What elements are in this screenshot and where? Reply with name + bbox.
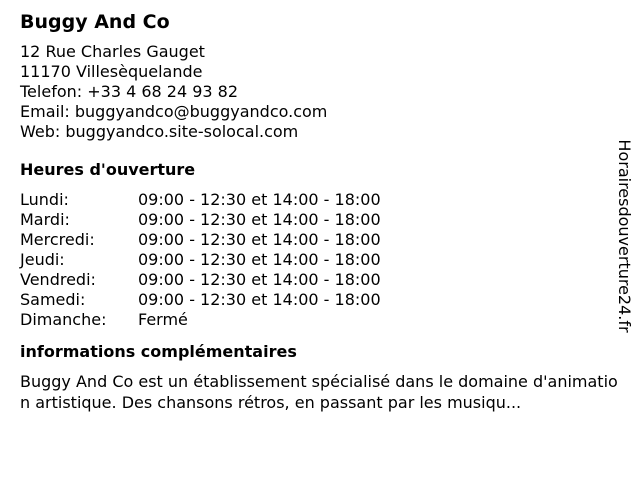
day-label: Lundi: [20,190,69,209]
day-hours: Fermé [138,310,188,329]
web-line[interactable]: Web: buggyandco.site-solocal.com [20,122,299,141]
day-label: Vendredi: [20,270,96,289]
hours-row-mercredi [20,230,610,250]
day-label: Mardi: [20,210,70,229]
hours-row-samedi [20,290,610,310]
hours-row-mardi [20,210,610,230]
hours-row-lundi [20,190,610,210]
street-address: 12 Rue Charles Gauget [20,42,205,61]
day-hours: 09:00 - 12:30 et 14:00 - 18:00 [138,270,381,289]
additional-info-text: Buggy And Co est un établissement spécialisé dans le domaine d'animation artistique. Des chansons rétros, en passant par les musiqu... [20,372,618,412]
day-label: Jeudi: [20,250,65,269]
site-watermark: Horairesdouverture24.fr [615,139,634,333]
opening-hours-title: Heures d'ouverture [20,160,196,179]
city-address: 11170 Villesèquelande [20,62,203,81]
day-label: Mercredi: [20,230,95,249]
phone-line[interactable]: Telefon: +33 4 68 24 93 82 [20,82,239,101]
day-hours: 09:00 - 12:30 et 14:00 - 18:00 [138,290,381,309]
day-hours: 09:00 - 12:30 et 14:00 - 18:00 [138,230,381,249]
business-name: Buggy And Co [20,11,170,33]
business-card [20,10,618,413]
hours-row-vendredi [20,270,610,290]
hours-row-dimanche [20,310,610,330]
day-label: Dimanche: [20,310,107,329]
hours-row-jeudi [20,250,610,270]
additional-info-title: informations complémentaires [20,342,297,361]
day-hours: 09:00 - 12:30 et 14:00 - 18:00 [138,250,381,269]
day-hours: 09:00 - 12:30 et 14:00 - 18:00 [138,190,381,209]
opening-hours-table [20,190,610,330]
day-label: Samedi: [20,290,86,309]
day-hours: 09:00 - 12:30 et 14:00 - 18:00 [138,210,381,229]
email-line[interactable]: Email: buggyandco@buggyandco.com [20,102,328,121]
